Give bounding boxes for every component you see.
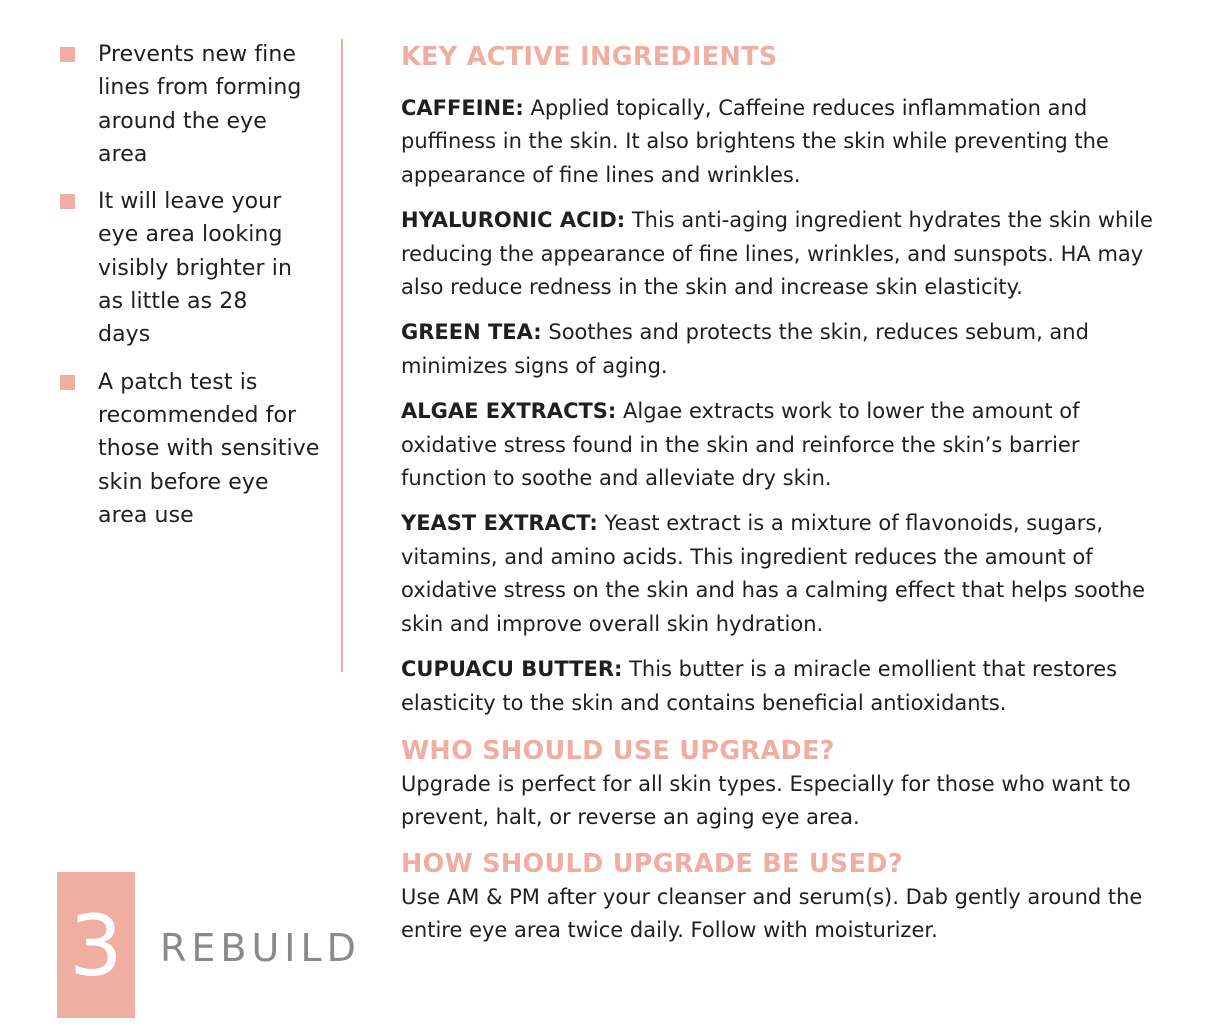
benefit-item: [58, 366, 326, 532]
ingredient-cupuacu-butter: [401, 653, 1171, 720]
ingredient-name: YEAST EXTRACT:: [401, 511, 598, 536]
key-ingredients-heading: KEY ACTIVE INGREDIENTS: [401, 42, 778, 72]
how-heading: HOW SHOULD UPGRADE BE USED?: [401, 848, 903, 879]
ingredient-description: Applied topically, Caffeine reduces inflammation and puffiness in the skin. It also brightens the skin while preventing the appearance of fine lines and wrinkles.: [401, 96, 1109, 187]
benefit-text: It will leave your eye area looking visibly brighter in as little as 28 days: [98, 189, 292, 348]
square-bullet-icon: [60, 375, 75, 390]
ingredient-name: CAFFEINE:: [401, 96, 524, 120]
who-heading: WHO SHOULD USE UPGRADE?: [401, 735, 835, 766]
ingredient-name: HYALURONIC ACID:: [401, 208, 626, 233]
ingredient-yeast-extract: [401, 507, 1171, 641]
ingredient-name: GREEN TEA:: [401, 320, 542, 345]
benefits-list: [58, 38, 326, 546]
step-title: REBUILD: [160, 926, 361, 970]
ingredient-caffeine: [401, 92, 1171, 192]
benefit-text: A patch test is recommended for those with sensitive skin before eye area use: [98, 369, 320, 528]
step-number: 3: [69, 897, 123, 995]
ingredient-description: This butter is a miracle emollient that restores elasticity to the skin and contains beneficial antioxidants.: [401, 657, 1118, 715]
main-content: [401, 40, 1171, 958]
ingredient-name: CUPUACU BUTTER:: [401, 657, 623, 682]
who-text: Upgrade is perfect for all skin types. Especially for those who want to prevent, halt, or reverse an aging eye area.: [401, 771, 1131, 830]
ingredient-description: Algae extracts work to lower the amount of oxidative stress found in the skin and reinforce the skin’s barrier function to soothe and alleviate dry skin.: [401, 399, 1080, 491]
benefit-item: [58, 185, 326, 351]
ingredient-description: Yeast extract is a mixture of flavonoids, sugars, vitamins, and amino acids. This ingredient reduces the amount of oxidative stress on the skin and has a calming effect that helps soothe skin and improve overall skin hydration.: [401, 511, 1146, 636]
benefit-text: Prevents new fine lines from forming around the eye area: [98, 42, 302, 167]
benefit-item: [58, 38, 326, 171]
square-bullet-icon: [60, 47, 75, 62]
ingredient-green-tea: [401, 316, 1171, 383]
ingredient-hyaluronic-acid: [401, 204, 1171, 304]
how-text: Use AM & PM after your cleanser and serum(s). Dab gently around the entire eye area twice daily. Follow with moisturizer.: [401, 884, 1143, 943]
square-bullet-icon: [60, 194, 75, 209]
vertical-divider: [341, 39, 343, 672]
ingredient-description: Soothes and protects the skin, reduces sebum, and minimizes signs of aging.: [401, 320, 1089, 378]
step-number-badge: [57, 872, 135, 1018]
ingredient-name: ALGAE EXTRACTS:: [401, 399, 617, 424]
ingredient-algae-extracts: [401, 395, 1171, 495]
ingredient-description: This anti-aging ingredient hydrates the skin while reducing the appearance of fine lines, wrinkles, and sunspots. HA may also reduce redness in the skin and increase skin elasticity.: [401, 208, 1153, 300]
